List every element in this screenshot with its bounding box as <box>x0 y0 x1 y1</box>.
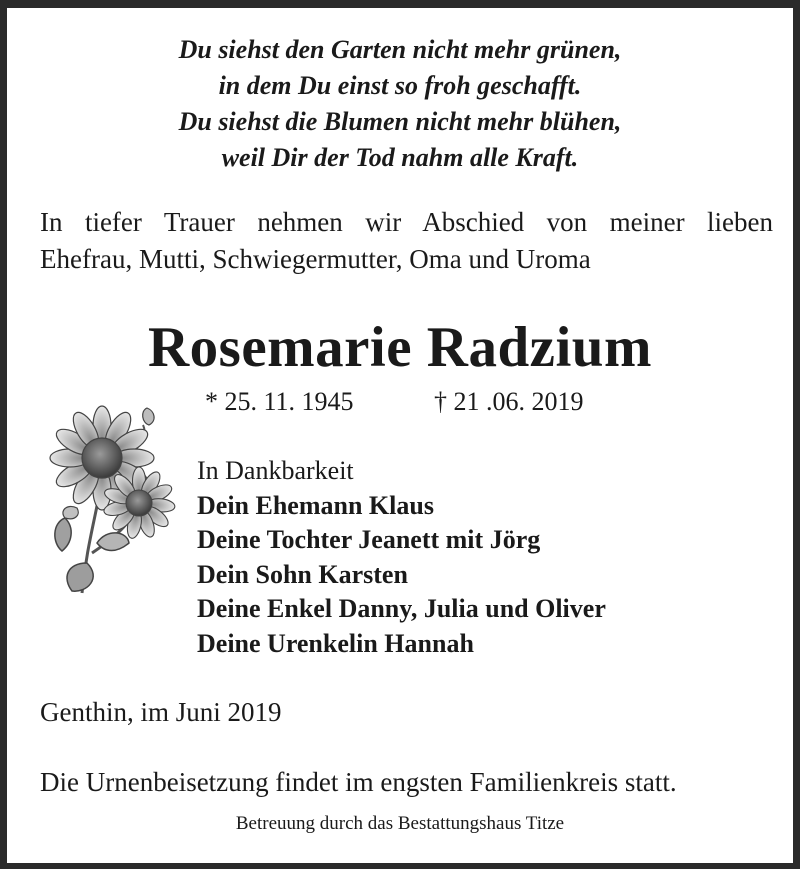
family-member: Dein Ehemann Klaus <box>197 490 434 520</box>
burial-note: Die Urnenbeisetzung findet im engsten Familienkreis statt. <box>40 767 677 797</box>
family-signatures <box>197 454 606 661</box>
intro-line: Ehefrau, Mutti, Schwiegermutter, Oma und Uroma <box>40 244 591 274</box>
undertaker-credit: Betreuung durch das Bestattungshaus Titze <box>235 813 565 834</box>
family-member: Deine Enkel Danny, Julia und Oliver <box>197 594 606 623</box>
memorial-poem <box>7 32 793 176</box>
farewell-intro <box>40 204 773 278</box>
birth-date: * 25. 11. 1945 <box>205 387 354 416</box>
gratitude-line: In Dankbarkeit <box>197 456 354 485</box>
place-and-date: Genthin, im Juni 2019 <box>40 697 282 727</box>
poem-line: Du siehst den Garten nicht mehr grünen, <box>178 35 622 64</box>
sunflower-icon <box>47 403 187 598</box>
family-member: Dein Sohn Karsten <box>197 559 408 589</box>
family-member: Deine Tochter Jeanett mit Jörg <box>197 525 541 554</box>
deceased-name: Rosemarie Radzium <box>148 316 652 379</box>
intro-line: In tiefer Trauer nehmen wir Abschied von meiner lieben <box>40 207 773 237</box>
poem-line: weil Dir der Tod nahm alle Kraft. <box>221 143 579 172</box>
family-member: Deine Urenkelin Hannah <box>197 628 474 658</box>
poem-line: Du siehst die Blumen nicht mehr blühen, <box>178 107 622 136</box>
poem-line: in dem Du einst so froh geschafft. <box>218 71 582 100</box>
death-date: † 21 .06. 2019 <box>434 387 584 416</box>
